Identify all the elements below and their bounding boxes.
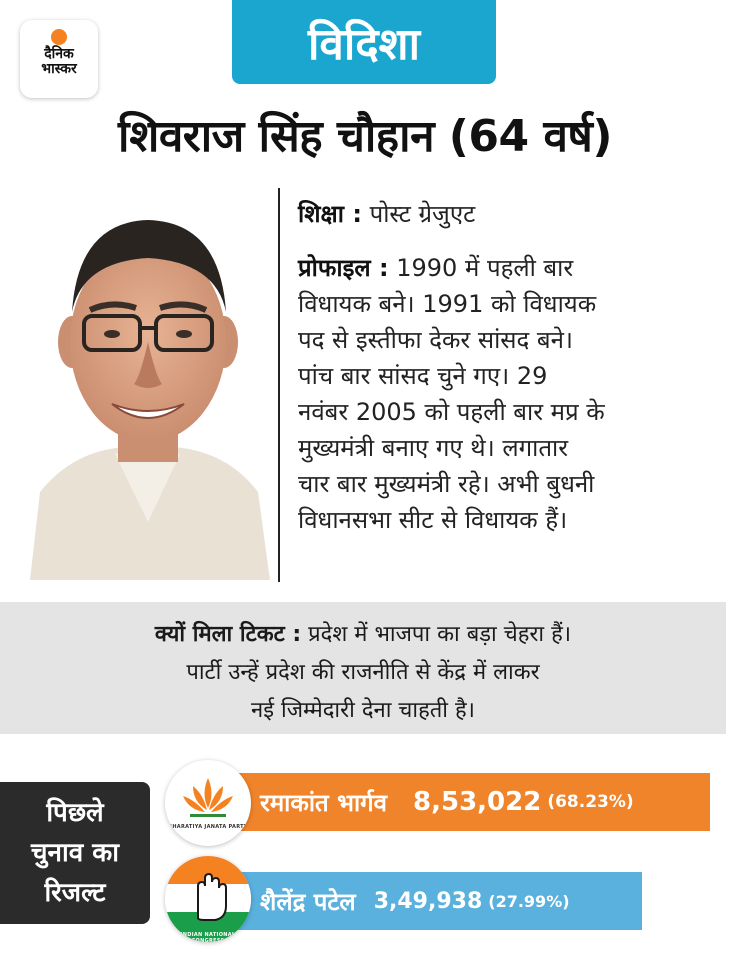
- winner-name: रमाकांत भार्गव: [260, 788, 388, 817]
- sun-icon: [51, 29, 67, 45]
- logo-line1: दैनिक: [44, 46, 74, 62]
- dainik-bhaskar-logo: [20, 20, 98, 98]
- result-label-line: चुनाव का: [31, 838, 119, 868]
- runnerup-votes: 3,49,938: [373, 888, 483, 914]
- logo-line2: भास्कर: [41, 61, 77, 77]
- profile-line: चार बार मुख्यमंत्री रहे। अभी बुधनी: [298, 470, 595, 498]
- profile-block: [298, 250, 718, 538]
- candidate-photo: [20, 192, 276, 580]
- winner-percent: (68.23%): [547, 792, 634, 812]
- congress-logo-text: INDIAN NATIONAL CONGRESS: [180, 932, 236, 942]
- profile-line: पांच बार सांसद चुने गए। 29: [298, 362, 548, 390]
- result-label-line: पिछले: [46, 798, 104, 828]
- profile-line: मुख्यमंत्री बनाए गए थे। लगातार: [298, 434, 569, 462]
- vertical-divider: [278, 188, 280, 582]
- portrait-illustration: [20, 192, 276, 580]
- winner-votes: 8,53,022: [413, 787, 542, 817]
- constituency-title: विदिशा: [232, 0, 496, 84]
- profile-label: प्रोफाइल :: [298, 254, 389, 282]
- runnerup-percent: (27.99%): [488, 891, 570, 911]
- candidate-info: [298, 196, 718, 538]
- runnerup-name: शैलेंद्र पटेल: [260, 887, 356, 916]
- education-line: [298, 196, 718, 232]
- ticket-line: पार्टी उन्हें प्रदेश की राजनीति से केंद्र में लाकर: [186, 660, 540, 685]
- education-label: शिक्षा :: [298, 200, 362, 228]
- ticket-line: नई जिम्मेदारी देना चाहती है।: [250, 698, 475, 723]
- previous-result-label: [0, 782, 150, 924]
- ticket-line: [0, 616, 726, 654]
- profile-line: नवंबर 2005 को पहली बार मप्र के: [298, 398, 605, 426]
- ticket-text: प्रदेश में भाजपा का बड़ा चेहरा हैं।: [308, 622, 572, 647]
- bjp-logo: [165, 760, 251, 846]
- profile-line: विधायक बने। 1991 को विधायक: [298, 290, 597, 318]
- education-value: पोस्ट ग्रेजुएट: [369, 200, 476, 228]
- profile-line: पद से इस्तीफा देकर सांसद बने।: [298, 326, 573, 354]
- ticket-label: क्यों मिला टिकट :: [154, 622, 302, 647]
- result-label-line: रिजल्ट: [44, 878, 106, 908]
- profile-line: [298, 250, 718, 286]
- ticket-reason-box: [0, 602, 726, 734]
- bjp-logo-text: BHARATIYA JANATA PARTY: [168, 824, 248, 830]
- congress-hand-icon: [165, 856, 251, 942]
- result-bar-inc: [210, 872, 642, 930]
- profile-text: 1990 में पहली बार: [396, 254, 574, 282]
- profile-line: विधानसभा सीट से विधायक हैं।: [298, 506, 568, 534]
- result-bar-bjp: [210, 773, 710, 831]
- congress-logo: [165, 856, 251, 942]
- bjp-lotus-icon: [165, 760, 251, 846]
- candidate-name: शिवराज सिंह चौहान (64 वर्ष): [118, 111, 612, 162]
